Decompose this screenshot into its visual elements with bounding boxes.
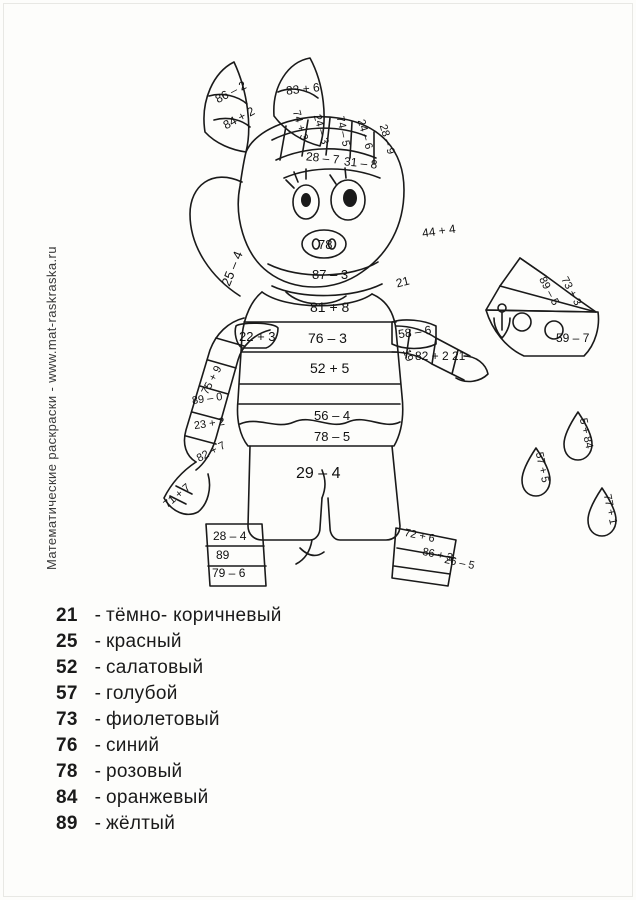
expression-label: 82 + 2 [415,349,449,363]
legend-number: 57 [56,683,78,704]
expression-label: 89 [216,548,230,562]
legend-item [56,813,476,839]
expression-label: 23 + 2 [193,415,226,433]
legend-color-name: розовый [106,761,183,782]
color-legend [56,605,476,839]
water-drops [522,412,620,536]
expression-label: 83 + 6 [285,80,321,98]
legend-dash: - [94,709,102,730]
expression-label: 82 + 7 [194,439,228,465]
expression-label: 76 – 3 [308,330,347,346]
legend-number: 21 [56,605,78,626]
expression-label: 78 – 5 [314,429,351,444]
expression-label: 28 – 9 [376,123,397,156]
expression-label: 24 – 3 [310,113,331,146]
expression-label: 56 – 4 [314,408,351,423]
expression-label: 52 + 5 [310,360,350,376]
expression-label: 19 [400,347,416,364]
expression-label: 59 – 7 [556,331,590,345]
legend-item [56,605,476,631]
expression-label: 77 + 1 [600,493,620,526]
legend-color-name: жёлтый [106,813,176,834]
legend-dash: - [94,683,102,704]
expression-label: 86 – 2 [212,77,249,107]
expression-label: 28 – 7 [305,149,341,167]
legend-dash: - [94,631,102,652]
expression-label: 29 – 4 [296,465,341,482]
expression-label: 57 + 5 [532,451,552,484]
expression-label: 89 – 5 [536,274,562,308]
expression-label: 31 – 8 [343,154,379,172]
eyes [286,168,365,220]
legend-color-name: салатовый [106,657,204,678]
legend-number: 76 [56,735,78,756]
legend-dash: - [94,605,102,626]
legend-number: 84 [56,787,78,808]
expression-label: 21 [394,273,411,291]
expression-label: 86 + 3 [421,545,454,565]
expression-label: 71 + 7 [161,481,193,511]
site-watermark: Математические раскраски - www.mat-raskraska.ru [44,246,59,570]
legend-item [56,683,476,709]
expression-label: 87 – 3 [312,267,349,282]
expression-label: 5 + 84 [576,417,596,450]
expression-label: 89 – 0 [191,390,224,408]
expression-label: 25 – 4 [218,248,246,289]
legend-item [56,709,476,735]
legend-item [56,631,476,657]
legend-number: 25 [56,631,78,652]
expression-label: 26 – 5 [443,553,476,573]
legend-dash: - [94,813,102,834]
expression-label: 22 + 3 [239,329,276,344]
expression-label: 24 – 6 [354,118,375,151]
expression-label: 74 – 5 [333,115,352,148]
expression-label: 73 + 3 [558,274,584,308]
legend-number: 52 [56,657,78,678]
legend-number: 78 [56,761,78,782]
expression-label: 75 + 9 [199,363,225,397]
legend-color-name: голубой [106,683,178,704]
legend-color-name: оранжевый [106,787,209,808]
expression-label: 72 + 6 [403,526,436,546]
expression-label: 28 – 4 [213,529,247,543]
legend-color-name: фиолетовый [106,709,220,730]
legend-dash: - [94,761,102,782]
expression-label: 81 + 8 [310,299,350,315]
legend-color-name: тёмно- коричневый [106,605,282,626]
expression-label: 74 + 3 [289,108,310,142]
legend-item [56,735,476,761]
legend-dash: - [94,735,102,756]
legend-number: 89 [56,813,78,834]
expression-label: 84 + 2 [220,103,258,133]
shorts [248,446,400,564]
expression-label: 44 + 4 [421,221,457,241]
legend-number: 73 [56,709,78,730]
legend-item [56,787,476,813]
legend-item [56,657,476,683]
expression-label: 78 [318,237,333,252]
legend-color-name: красный [106,631,182,652]
legend-dash: - [94,787,102,808]
legend-color-name: синий [106,735,160,756]
expression-label: 58 – 6 [397,322,433,342]
expression-label: 79 – 6 [212,566,246,580]
legend-item [56,761,476,787]
expression-label: 21 [452,349,466,363]
legend-dash: - [94,657,102,678]
